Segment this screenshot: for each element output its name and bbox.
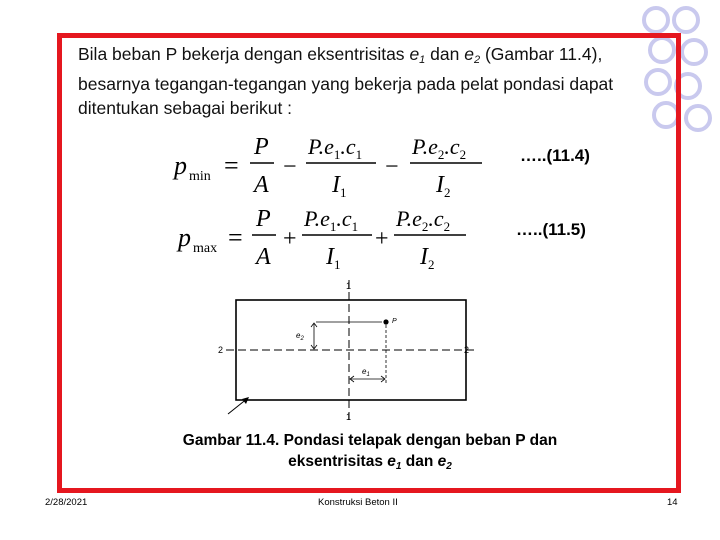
caption-line-2: eksentrisitas $e_1$ dan $e_2$ [288, 453, 452, 472]
intro-e2: $e_2$ [464, 44, 481, 66]
eq-t3-num: $P.e_2.c_2$ [396, 206, 451, 234]
footer-date: 2/28/2021 [45, 497, 88, 508]
eq-t3-den: $I_2$ [420, 244, 435, 272]
eq-t1-num: P [254, 134, 269, 160]
intro-text-and: dan [425, 44, 465, 64]
eq-lhs-sub: min [189, 169, 211, 184]
eq-t2-num: $P.e_1.c_1$ [308, 134, 363, 162]
equation-pmin [170, 130, 500, 202]
eq-t1-num: P [256, 206, 271, 232]
intro-text-2: (Gambar 11.4), besarnya tegangan-tegangan yang bekerja pada pelat pondasi dapat ditentukan sebagai berikut : [78, 44, 614, 118]
footer-page-number: 14 [667, 497, 678, 508]
eq-lhs: p [178, 223, 191, 252]
figure-caption [120, 430, 620, 477]
svg-text:=: = [228, 223, 243, 252]
caption-line-1: Gambar 11.4. Pondasi telapak dengan beban P dan [182, 432, 558, 449]
intro-paragraph [78, 42, 638, 120]
footer-course: Konstruksi Beton II [318, 497, 398, 508]
eq-lhs-sub: max [193, 241, 218, 256]
footing-plan-diagram [206, 280, 496, 425]
eq-lhs: p [174, 151, 187, 180]
axis-1-top-label: 1 [346, 281, 352, 291]
eq-t1-den: A [256, 244, 271, 270]
equation-pmax [170, 202, 500, 274]
axis-1-bottom-label: 1 [346, 412, 352, 422]
equation-number-11-5: …..(11.5) [516, 220, 586, 239]
e1-label: $e_1$ [362, 367, 370, 378]
eq-t3-den: $I_2$ [436, 172, 451, 200]
svg-text:=: = [224, 151, 239, 180]
equation-number-11-4: …..(11.4) [520, 146, 590, 165]
eq-op1: + [283, 226, 297, 252]
eq-t1-den: A [254, 172, 269, 198]
eq-t2-den: $I_1$ [326, 244, 341, 272]
intro-text-1: Bila beban P bekerja dengan eksentrisitas [78, 44, 410, 64]
eq-op2: − [385, 154, 399, 180]
axis-2-left-label: 2 [218, 345, 224, 355]
eq-t2-den: $I_1$ [332, 172, 347, 200]
axis-2-right-label: 2 [464, 345, 470, 355]
e2-label: $e_2$ [296, 331, 304, 342]
eq-t3-num: $P.e_2.c_2$ [412, 134, 467, 162]
eq-op1: − [283, 154, 297, 180]
eq-t2-num: $P.e_1.c_1$ [304, 206, 359, 234]
load-label: P [392, 318, 397, 325]
load-point-P [383, 319, 388, 324]
intro-e1: $e_1$ [409, 44, 426, 66]
eq-op2: + [375, 226, 389, 252]
